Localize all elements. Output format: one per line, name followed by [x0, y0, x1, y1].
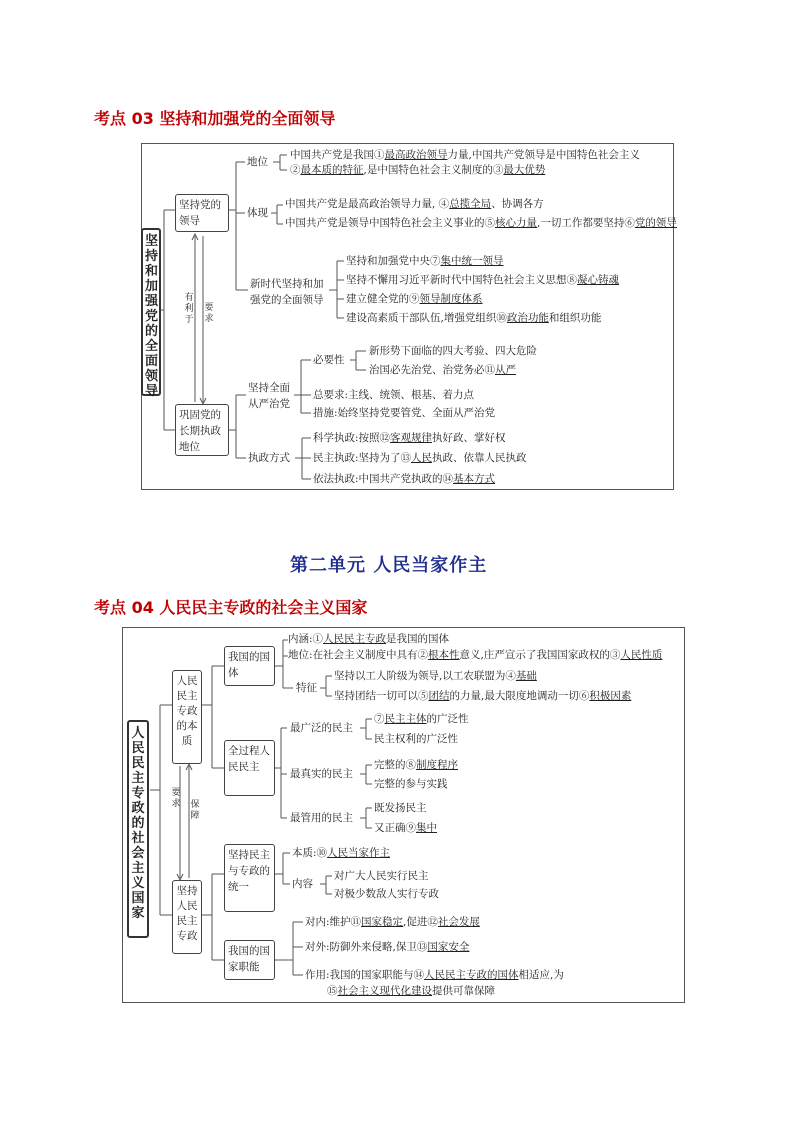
- effective-item-2: 又正确⑨集中: [374, 822, 437, 834]
- features-item-2: 坚持团结一切可以⑤团结的力量,最大限度地调动一切⑥积极因素: [334, 690, 632, 702]
- governance-lawful: 依法执政:中国共产党执政的⑭基本方式: [313, 473, 496, 485]
- section1-root-node: 坚持和加强党的全面领导: [141, 228, 161, 396]
- label-governance-mode: 执政方式: [248, 452, 290, 464]
- necessity-item-1: 新形势下面临的四大考验、四大危险: [369, 345, 537, 357]
- manifestation-line-1: 中国共产党是最高政治领导力量, ④总揽全局、协调各方: [285, 198, 544, 210]
- new-era-item-1: 坚持和加强党中央⑦集中统一领导: [346, 255, 504, 267]
- features-item-1: 坚持以工人阶级为领导,以工农联盟为④基础: [334, 670, 537, 682]
- effective-item-1: 既发扬民主: [374, 802, 427, 814]
- broadest-item-2: 民主权利的广泛性: [374, 733, 458, 745]
- label-truest-democracy: 最真实的民主: [290, 768, 353, 780]
- node-whole-process-democracy: 全过程人民民主: [224, 740, 275, 796]
- section1-heading: 考点 03 坚持和加强党的全面领导: [94, 109, 336, 128]
- node-state-functions: 我国的国家职能: [224, 940, 275, 980]
- unit-title: 第二单元 人民当家作主: [290, 555, 488, 576]
- necessity-item-2: 治国必先治党、治党务必⑪从严: [369, 364, 516, 376]
- essence: 本质:⑩人民当家作主: [292, 847, 391, 859]
- content-item-2: 对极少数敌人实行专政: [334, 888, 439, 900]
- measures: 措施:始终坚持党要管党、全面从严治党: [313, 407, 496, 419]
- label-most-effective-democracy: 最管用的民主: [290, 812, 353, 824]
- section2-root-node: 人民民主专政的社会主义国家: [127, 720, 149, 938]
- node-consolidate-ruling-status: 巩固党的长期执政地位: [175, 404, 229, 456]
- node-essence-of-dictatorship: 人民民主专政的本质: [172, 670, 202, 764]
- relation-guarantee-label: 保障: [190, 800, 200, 821]
- governance-scientific: 科学执政:按照⑫客观规律执好政、掌好权: [313, 432, 506, 444]
- label-status: 地位: [247, 156, 268, 168]
- role-line-1: 作用:我国的国家职能与⑭人民民主专政的国体相适应,为: [305, 969, 564, 981]
- governance-democratic: 民主执政:坚持为了⑬人民执政、依靠人民执政: [313, 452, 527, 464]
- new-era-item-2: 坚持不懈用习近平新时代中国特色社会主义思想⑧凝心铸魂: [346, 274, 619, 286]
- content-item-1: 对广大人民实行民主: [334, 870, 429, 882]
- section2-heading: 考点 04 人民民主专政的社会主义国家: [94, 598, 368, 617]
- status-line-1: 中国共产党是我国①最高政治领导力量,中国共产党领导是中国特色社会主义: [290, 149, 640, 161]
- external-function: 对外:防御外来侵略,保卫⑬国家安全: [305, 941, 470, 953]
- connotation: 内涵:①人民民主专政是我国的国体: [288, 633, 450, 645]
- node-uphold-party-leadership: 坚持党的领导: [175, 194, 229, 232]
- relation-right-label: 要求: [204, 303, 214, 324]
- label-content: 内容: [292, 878, 313, 890]
- status-line-2: ②最本质的特征,是中国特色社会主义制度的③最大优势: [290, 164, 546, 176]
- role-line-2: ⑮社会主义现代化建设提供可靠保障: [327, 985, 495, 997]
- relation-left-label: 有利于: [184, 293, 194, 325]
- label-necessity: 必要性: [313, 354, 345, 366]
- node-state-system: 我国的国体: [224, 646, 275, 686]
- relation-require-label: 要求: [171, 788, 181, 809]
- manifestation-line-2: 中国共产党是领导中国特色社会主义事业的⑤核心力量,一切工作都要坚持⑥党的领导: [285, 217, 677, 229]
- node-uphold-dictatorship: 坚持人民民主专政: [172, 880, 202, 954]
- label-manifestation: 体现: [247, 207, 268, 219]
- new-era-item-3: 建立健全党的⑨领导制度体系: [346, 293, 483, 305]
- status: 地位:在社会主义制度中具有②根本性意义,庄严宣示了我国国家政权的③人民性质: [288, 649, 663, 661]
- broadest-item-1: ⑦民主主体的广泛性: [374, 713, 469, 725]
- internal-function: 对内:维护⑪国家稳定,促进⑫社会发展: [305, 916, 480, 928]
- label-features: 特征: [296, 682, 317, 694]
- truest-item-1: 完整的⑧制度程序: [374, 759, 458, 771]
- label-broadest-democracy: 最广泛的民主: [290, 722, 353, 734]
- truest-item-2: 完整的参与实践: [374, 778, 448, 790]
- node-democracy-dictatorship-unity: 坚持民主与专政的统一: [224, 844, 275, 912]
- label-strict-governance: 坚持全面从严治党: [248, 382, 290, 410]
- label-new-era: 新时代坚持和加强党的全面领导: [250, 278, 324, 306]
- new-era-item-4: 建设高素质干部队伍,增强党组织⑩政治功能和组织功能: [346, 312, 602, 324]
- general-requirement: 总要求:主线、统领、根基、着力点: [313, 389, 475, 401]
